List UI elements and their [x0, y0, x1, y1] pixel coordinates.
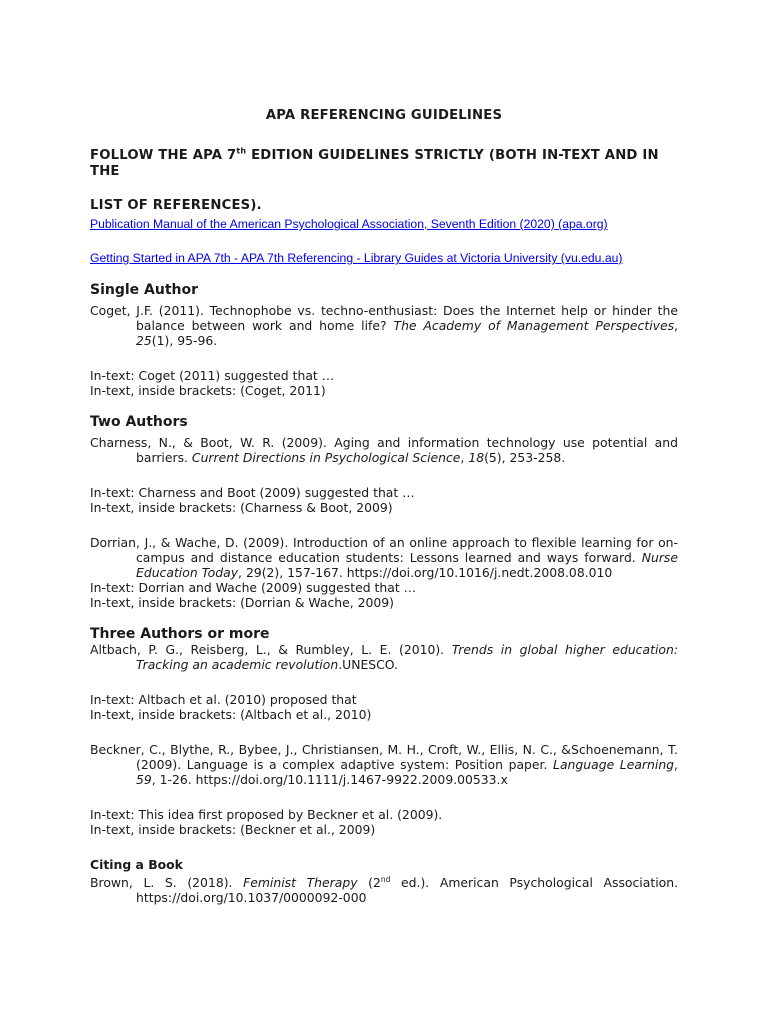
instruction-lead — [90, 148, 678, 180]
intext-example: In-text: Charness and Boot (2009) suggested that … — [90, 485, 415, 500]
ref-text: , — [674, 318, 678, 333]
page-title: APA REFERENCING GUIDELINES — [265, 108, 503, 123]
ref-text: (2 — [357, 875, 381, 890]
reference-beckner — [90, 742, 678, 787]
apa-manual-link[interactable]: Publication Manual of the American Psychological Association, Seventh Edition (2020) (apa.org) — [90, 217, 608, 231]
lead-text-1: FOLLOW THE APA 7 — [90, 148, 237, 163]
ref-text: Charness, N., & Boot, W. R. (2009). Aging and information technology use potential and barriers. — [90, 435, 678, 465]
ref-journal: Nurse Education Today — [136, 550, 678, 580]
ref-text: Coget, J.F. (2011). Technophobe vs. techno-enthusiast: Does the Internet help or hinder the balance between work and home life? — [90, 303, 678, 333]
reference-charness — [90, 435, 678, 465]
ref-book-title: Feminist Therapy — [243, 875, 358, 890]
ref-text: (2), 157-167. https://doi.org/10.1016/j.nedt.2008.08.010 — [261, 565, 613, 580]
reference-coget — [90, 303, 678, 348]
intext-example: In-text: Coget (2011) suggested that … — [90, 368, 335, 383]
instruction-lead-continued: LIST OF REFERENCES). — [90, 198, 262, 213]
intext-brackets-example: In-text, inside brackets: (Beckner et al., 2009) — [90, 822, 376, 837]
document-content — [90, 108, 678, 905]
lead-text-2: EDITION GUIDELINES STRICTLY (BOTH IN-TEXT AND IN THE — [90, 148, 659, 179]
ref-text: Brown, L. S. (2018). — [90, 875, 244, 890]
ref-text: , — [238, 565, 246, 580]
ref-text: Dorrian, J., & Wache, D. (2009). Introduction of an online approach to flexible learning for on-campus and distance education students: Lessons learned and ways forward. — [90, 535, 678, 565]
ref-journal: The Academy of Management Perspectives — [393, 318, 675, 333]
intext-example: In-text: Dorrian and Wache (2009) suggested that … — [90, 580, 417, 595]
ref-text: , — [460, 450, 469, 465]
ref-volume: 29 — [245, 565, 262, 580]
intext-brackets-example: In-text, inside brackets: (Dorrian & Wache, 2009) — [90, 595, 395, 610]
lead-superscript: th — [236, 146, 247, 156]
ref-book-title: Trends in global higher education: Tracking an academic revolution — [136, 642, 678, 672]
ref-text: (1), 95-96. — [151, 333, 218, 348]
ref-journal: Current Directions in Psychological Science — [191, 450, 461, 465]
ref-superscript: nd — [380, 874, 391, 884]
ref-text: (5), 253-258. — [484, 450, 566, 465]
ref-volume: 18 — [468, 450, 485, 465]
heading-single-author: Single Author — [90, 282, 199, 298]
ref-text: ed.). American Psychological Association. https://doi.org/10.1037/0000092-000 — [136, 875, 679, 905]
reference-dorrian — [90, 535, 678, 580]
ref-text: Altbach, P. G., Reisberg, L., & Rumbley, L. E. (2010). — [90, 642, 452, 657]
reference-brown — [90, 875, 678, 905]
heading-two-authors: Two Authors — [90, 414, 188, 430]
ref-text: .UNESCO. — [338, 657, 398, 672]
intext-brackets-example: In-text, inside brackets: (Charness & Boot, 2009) — [90, 500, 393, 515]
heading-three-authors: Three Authors or more — [90, 626, 270, 642]
ref-text: Beckner, C., Blythe, R., Bybee, J., Christiansen, M. H., Croft, W., Ellis, N. C., &Schoenemann, T. (2009). Language is a complex adaptive system: Position paper. — [90, 742, 678, 772]
intext-example: In-text: This idea first proposed by Beckner et al. (2009). — [90, 807, 443, 822]
intext-brackets-example: In-text, inside brackets: (Altbach et al., 2010) — [90, 707, 372, 722]
vu-library-guide-link[interactable]: Getting Started in APA 7th - APA 7th Referencing - Library Guides at Victoria University (vu.edu.au) — [90, 251, 623, 265]
intext-brackets-example: In-text, inside brackets: (Coget, 2011) — [90, 383, 326, 398]
heading-citing-a-book: Citing a Book — [90, 857, 183, 872]
intext-example: In-text: Altbach et al. (2010) proposed that — [90, 692, 357, 707]
reference-altbach — [90, 642, 678, 672]
ref-volume: 59 — [136, 772, 152, 787]
ref-journal: Language Learning — [553, 757, 675, 772]
ref-text: , 1-26. https://doi.org/10.1111/j.1467-9922.2009.00533.x — [151, 772, 508, 787]
ref-volume: 25 — [136, 333, 152, 348]
ref-text: , — [674, 757, 678, 772]
